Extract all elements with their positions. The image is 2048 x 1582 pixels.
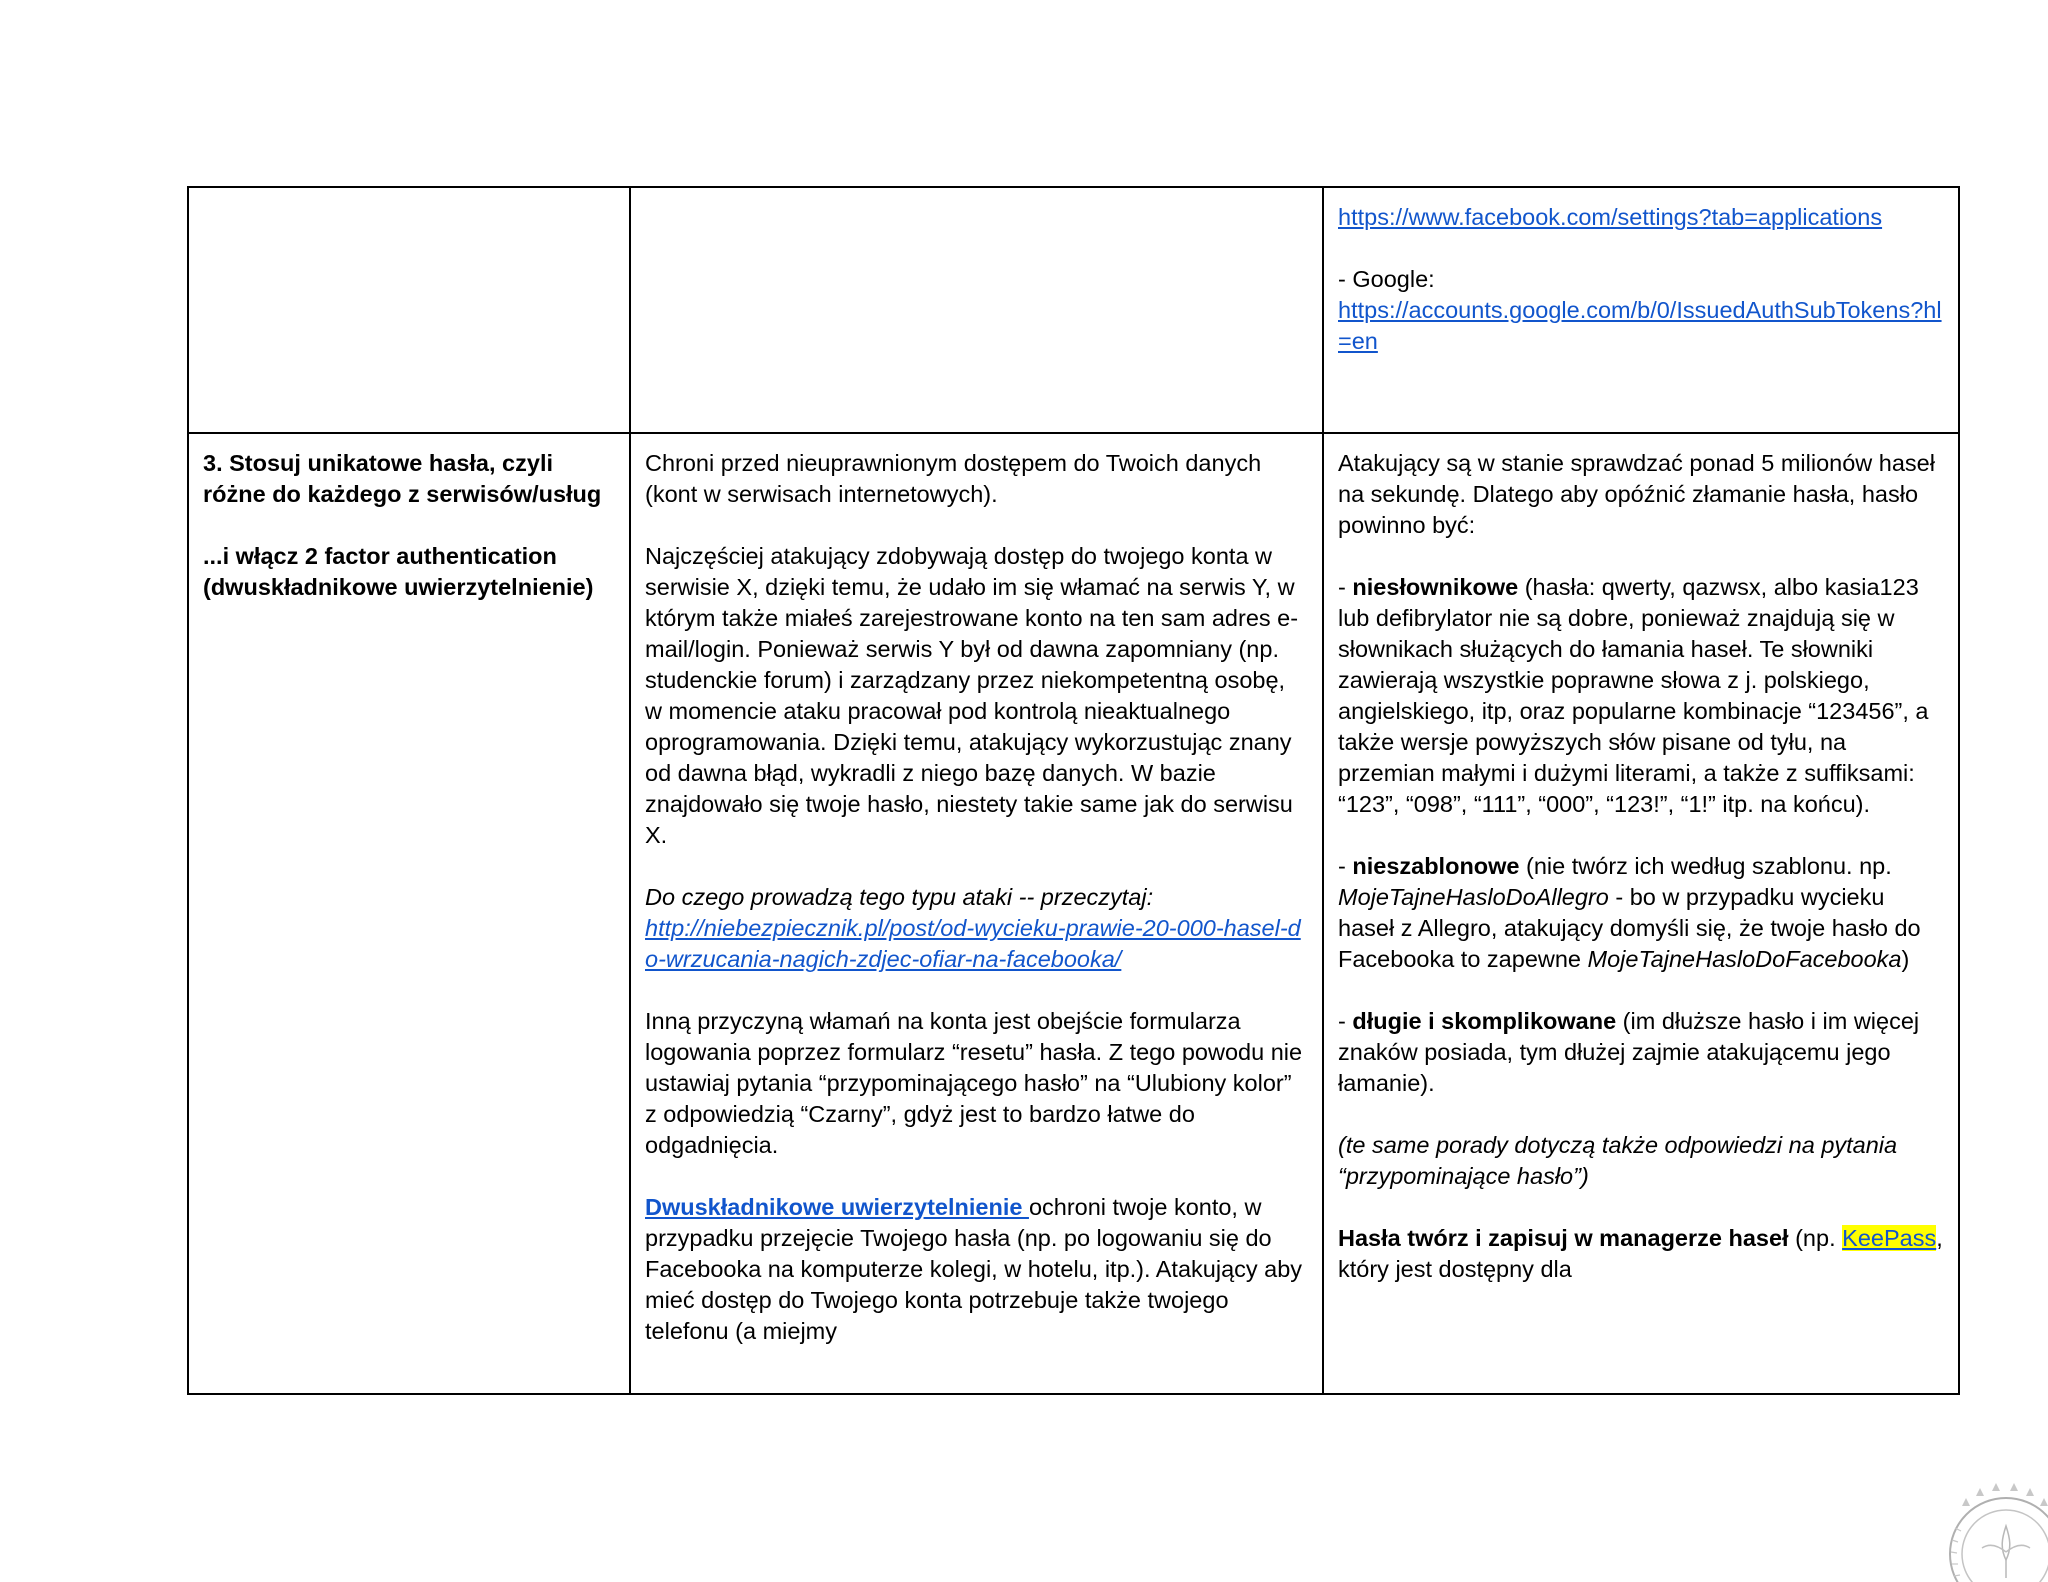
rule-text: (hasła: qwerty, qazwsx, albo kasia123 lub defibrylator nie są dobre, ponieważ znajdują się w słownikach służących do łamania haseł. Te słowniki zawierają wszystkie poprawne słowa z j. polskiego, angielskiego, itp, oraz popularne kombinacje “123456”, a także wersje powyższych słów pisane od tyłu, na przemian małymi i dużymi literami, a także z suffiksami: “123”, “098”, “111”, “000”, “123!”, “1!” itp. na końcu). bbox=[1338, 574, 1936, 817]
password-manager-tip: Hasła twórz i zapisuj w managerze haseł bbox=[1338, 1225, 1789, 1251]
bullet-dash: - bbox=[1338, 574, 1353, 600]
seal-stamp-icon bbox=[1922, 1478, 2048, 1582]
cell-explanation bbox=[630, 433, 1323, 1394]
details-paragraph bbox=[1338, 851, 1944, 975]
example-password: MojeTajneHasloDoAllegro bbox=[1338, 884, 1609, 910]
twofactor-paragraph bbox=[645, 1192, 1308, 1347]
table-row bbox=[188, 187, 1959, 433]
niebezpiecznik-article-link[interactable]: http://niebezpiecznik.pl/post/od-wycieku-prawie-20-000-hasel-do-wrzucania-nagich-zdjec-ofiar-na-facebooka/ bbox=[645, 915, 1301, 972]
rule-long-complex: długie i skomplikowane bbox=[1352, 1008, 1617, 1034]
twofactor-link[interactable]: Dwuskładnikowe uwierzytelnienie bbox=[645, 1194, 1029, 1220]
example-password: MojeTajneHasloDoFacebooka bbox=[1587, 946, 1902, 972]
google-tokens-link[interactable]: https://accounts.google.com/b/0/IssuedAuthSubTokens?hl=en bbox=[1338, 297, 1942, 354]
keepass-link[interactable]: KeePass bbox=[1842, 1225, 1937, 1251]
cell-empty-1 bbox=[188, 187, 630, 433]
google-paragraph bbox=[1338, 264, 1944, 357]
tip-text: , który jest dostępny dla bbox=[1338, 1225, 1950, 1282]
explanation-paragraph: Najczęściej atakujący zdobywają dostęp do twojego konta w serwisie X, dzięki temu, że udało im się włamać na serwis Y, w którym także miałeś zarejestrowane konto na ten sam adres e-mail/login. Ponieważ serwis Y był od dawna zapomniany (np. studenckie forum) i zarządzany przez niekompetentną osobę, w momencie ataku pracował pod kontrolą nieaktualnego oprogramowania. Dzięki temu, atakujący wykorzustując znany od dawna błąd, wykradli z niego bazę danych. W bazie znajdowało się twoje hasło, niestety takie same jak do serwisu X. bbox=[645, 543, 1302, 848]
bullet-dash: - bbox=[1338, 853, 1353, 879]
password-manager-paragraph bbox=[1338, 1223, 1950, 1285]
rule-text: (im dłuższe hasło i im więcej znaków posiada, tym dłużej zajmie atakującemu jego łamanie). bbox=[1338, 1008, 1926, 1096]
bullet-dash: - bbox=[1338, 1008, 1353, 1034]
note-paragraph: (te same porady dotyczą także odpowiedzi na pytania “przypominające hasło”) bbox=[1338, 1132, 1904, 1189]
twofactor-text: ochroni twoje konto, w przypadku przejęcie Twojego hasła (np. po logowaniu się do Facebooka na komputerze kolegi, w hotelu, itp.). Atakujący aby mieć dostęp do Twojego konta potrzebuje także twojego telefonu (a miejmy bbox=[645, 1194, 1309, 1344]
cell-heading bbox=[188, 433, 630, 1394]
rule-text: ) bbox=[1901, 946, 1910, 972]
facebook-link-paragraph bbox=[1338, 202, 1944, 233]
read-more-paragraph bbox=[645, 882, 1308, 975]
content-table bbox=[187, 186, 1960, 1395]
explanation-paragraph: Chroni przed nieuprawnionym dostępem do Twoich danych (kont w serwisach internetowych). bbox=[645, 450, 1268, 507]
details-paragraph bbox=[1338, 1006, 1944, 1099]
rule-text: (nie twórz ich według szablonu. np. bbox=[1519, 853, 1899, 879]
tip-text: (np. bbox=[1788, 1225, 1843, 1251]
details-paragraph bbox=[1338, 572, 1944, 820]
google-label: - Google: bbox=[1338, 266, 1435, 292]
read-more-intro: Do czego prowadzą tego typu ataki -- przeczytaj: bbox=[645, 884, 1154, 910]
explanation-paragraph: Inną przyczyną włamań na konta jest obejście formularza logowania poprzez formularz “resetu” hasła. Z tego powodu nie ustawiaj pytania “przypominającego hasło” na “Ulubiony kolor” z odpowiedzią “Czarny”, gdyż jest to bardzo łatwe do odgadnięcia. bbox=[645, 1008, 1309, 1158]
cell-details bbox=[1323, 433, 1959, 1394]
rule-non-dictionary: niesłownikowe bbox=[1352, 574, 1519, 600]
row-heading-unique-passwords: 3. Stosuj unikatowe hasła, czyli różne do każdego z serwisów/usług bbox=[203, 450, 602, 507]
details-paragraph: Atakujący są w stanie sprawdzać ponad 5 milionów haseł na sekundę. Dlatego aby opóźnić złamanie hasła, hasło powinno być: bbox=[1338, 450, 1942, 538]
cell-empty-2 bbox=[630, 187, 1323, 433]
table-row bbox=[188, 433, 1959, 1394]
row-heading-2fa: ...i włącz 2 factor authentication (dwuskładnikowe uwierzytelnienie) bbox=[203, 543, 594, 600]
rule-text: - bo w przypadku wycieku haseł z Allegro, atakujący domyśli się, że twoje hasło do Facebooka to zapewne bbox=[1338, 884, 1928, 972]
cell-links bbox=[1323, 187, 1959, 433]
facebook-settings-link[interactable]: https://www.facebook.com/settings?tab=applications bbox=[1338, 204, 1883, 230]
rule-non-template: nieszablonowe bbox=[1352, 853, 1520, 879]
